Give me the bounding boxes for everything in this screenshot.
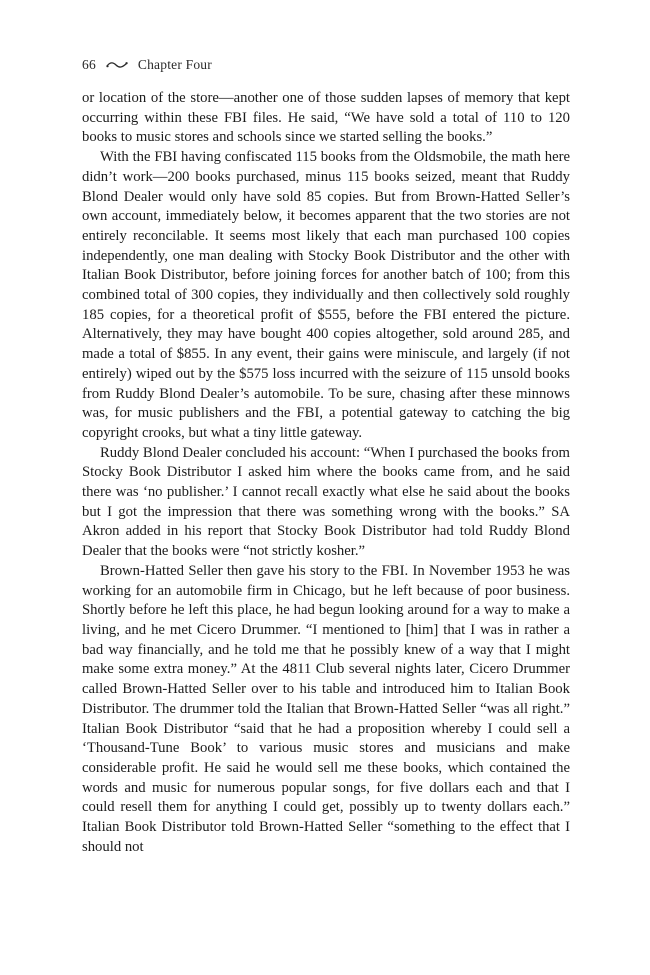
paragraph: With the FBI having confiscated 115 books from the Oldsmobile, the math here didn’t work—200 books purchased, minus 115 books seized, meant that Ruddy Blond Dealer would only have sold 85 copies. But from Brown-Hatted Seller’s own account, immediately below, it becomes apparent that the two stories are not entirely reconcilable. It seems most likely that each man purchased 100 copies independently, one man dealing with Stocky Book Distributor and the other with Italian Book Distributor, before joining forces for another batch of 100; from this combined total of 300 copies, they individually and then collectively sold roughly 185 copies, for a theoretical profit of $555, before the FBI entered the picture. Alternatively, they may have bought 400 copies altogether, sold around 285, and made a total of $855. In any event, their gains were miniscule, and largely (if not entirely) wiped out by the $575 loss incurred with the seizure of 115 unsold books from Ruddy Blond Dealer’s automobile. To be sure, chasing after these minnows was, for music publishers and the FBI, a potential gateway to catching the big copyright crooks, but what a tiny little gateway. bbox=[82, 149, 570, 441]
paragraph: Brown-Hatted Seller then gave his story to the FBI. In November 1953 he was working for an automobile firm in Chicago, but he left because of poor business. Shortly before he left this place, he had begun looking around for a way to make a living, and he met Cicero Drummer. “I mentioned to [him] that I was in rather a bad way financially, and he told me that he possibly knew of a way that I might make some extra money.” At the 4811 Club several nights later, Cicero Drummer called Brown-Hatted Seller over to his table and introduced him to Italian Book Distributor. The drummer told the Italian that Brown-Hatted Seller “was all right.” Italian Book Distributor “said that he had a proposition whereby I could sell a ‘Thousand-Tune Book’ to various music stores and musicians and make considerable profit. He said he would sell me these books, which contained the words and music for numerous popular songs, for five dollars each and that I could resell them for anything I could get, possibly up to twenty dollars each.” Italian Book Distributor told Brown-Hatted Seller “something to the effect that I should not bbox=[82, 562, 570, 855]
book-page bbox=[82, 55, 570, 857]
running-head bbox=[82, 55, 570, 75]
chapter-title: Chapter Four bbox=[137, 57, 212, 72]
paragraph: Ruddy Blond Dealer concluded his account: “When I purchased the books from Stocky Book Distributor I asked him where the books came from, and he said there was ‘no publisher.’ I cannot recall exactly what else he said about the books but I got the impression that there was something wrong with the books.” SA Akron added in his report that Stocky Book Distributor had told Ruddy Blond Dealer that the books were “not strictly kosher.” bbox=[82, 444, 570, 560]
page-number: 66 bbox=[82, 57, 96, 72]
body-text bbox=[82, 89, 570, 857]
swash-ornament-icon bbox=[106, 60, 128, 70]
paragraph: or location of the store—another one of those sudden lapses of memory that kept occurring within these FBI files. He said, “We have sold a total of 110 to 120 books to music stores and schools since we started selling the books.” bbox=[82, 90, 570, 146]
